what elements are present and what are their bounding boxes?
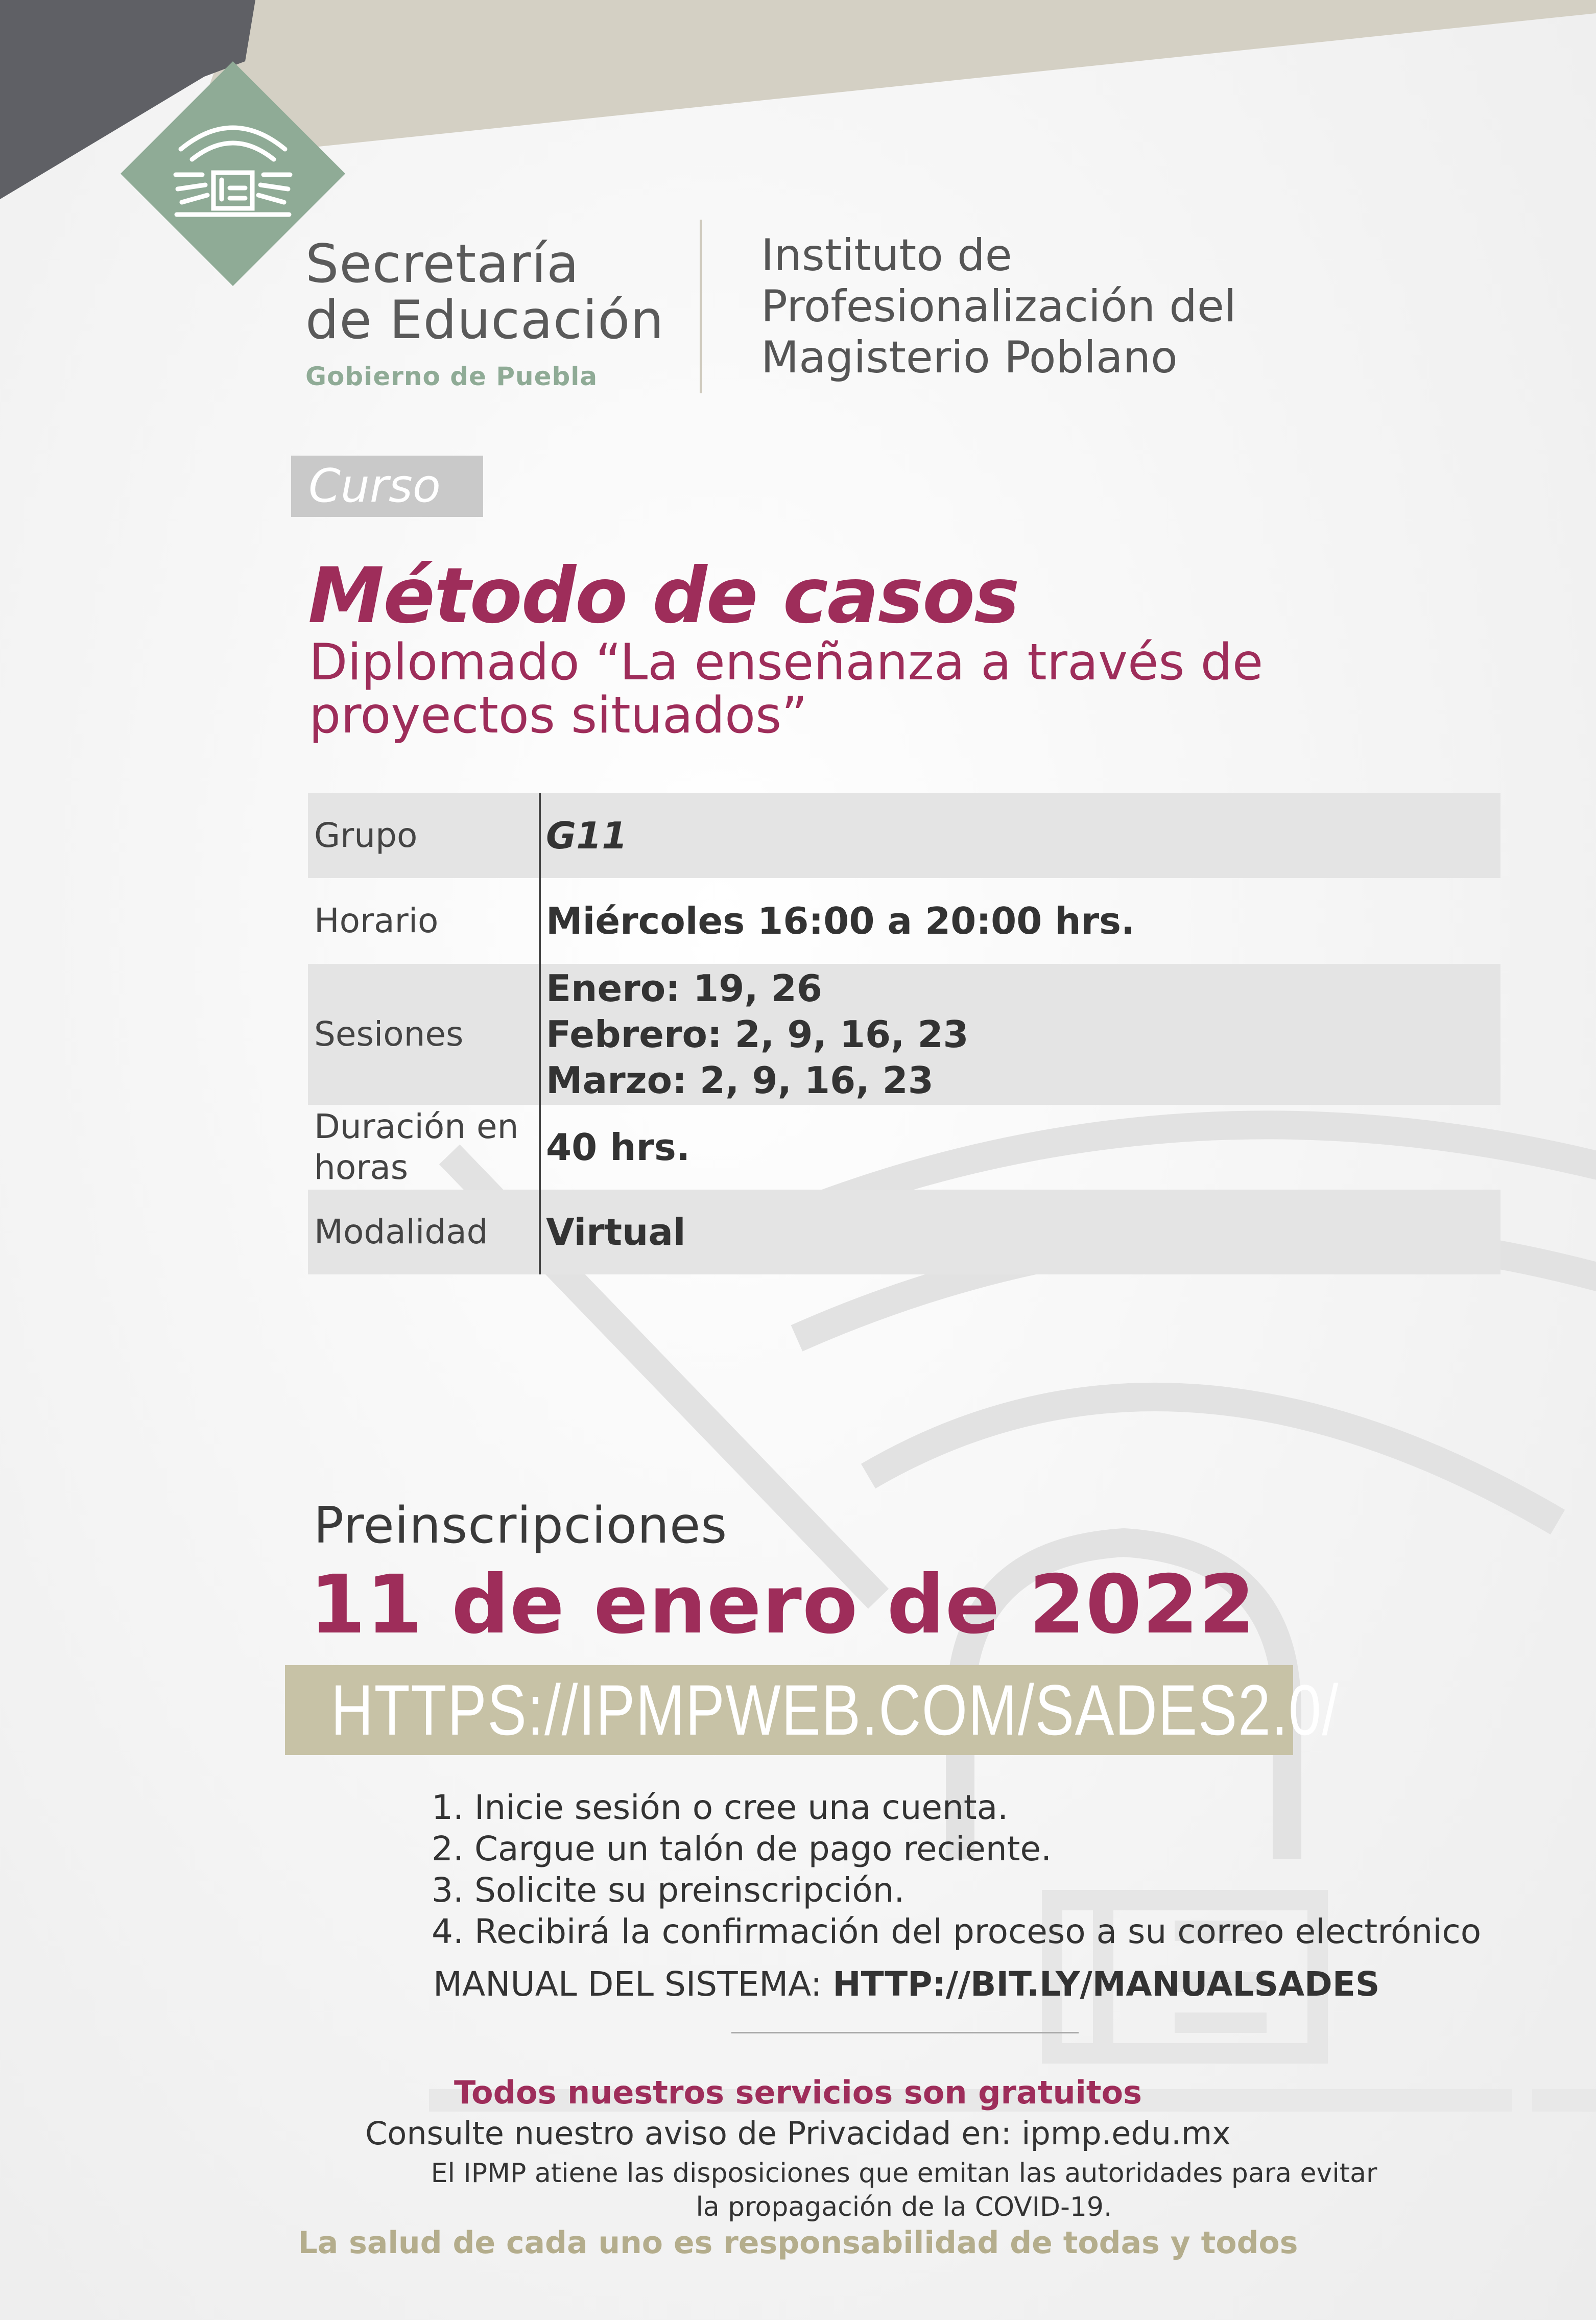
manual-label: MANUAL DEL SISTEMA: bbox=[433, 1964, 822, 2004]
row-label: Duración en horas bbox=[314, 1107, 519, 1187]
registration-url-link[interactable] bbox=[285, 1665, 1339, 1755]
row-label: Sesiones bbox=[314, 1014, 464, 1054]
brand-divider bbox=[700, 220, 702, 393]
course-details-table bbox=[308, 793, 1500, 1274]
table-row-grupo bbox=[308, 793, 1500, 878]
org-name-line1: Secretaría bbox=[305, 233, 580, 295]
table-column-divider bbox=[539, 793, 541, 1274]
table-row-sesiones bbox=[308, 964, 1500, 1105]
schedule-value: Miércoles 16:00 a 20:00 hrs. bbox=[546, 899, 1135, 942]
course-subtitle: Diplomado “La enseñanza a través de proyectos situados” bbox=[309, 633, 1264, 745]
row-label: Horario bbox=[314, 901, 439, 940]
secretaria-brand bbox=[305, 233, 664, 391]
gov-label: Gobierno de Puebla bbox=[305, 362, 598, 391]
sessions-february: Febrero: 2, 9, 16, 23 bbox=[546, 1013, 969, 1056]
course-type-tag: Curso bbox=[291, 456, 483, 517]
course-title: Método de casos bbox=[308, 552, 1019, 641]
privacy-note: Consulte nuestro aviso de Privacidad en: ipmp.edu.mx bbox=[365, 2115, 1231, 2152]
manual-line bbox=[433, 1961, 1379, 2007]
preregistration-label: Preinscripciones bbox=[314, 1497, 728, 1555]
step-item: 2. Cargue un talón de pago reciente. bbox=[432, 1829, 1052, 1868]
registration-url[interactable]: HTTPS://IPMPWEB.COM/SADES2.0/ bbox=[331, 1670, 1339, 1750]
table-row-horario bbox=[308, 878, 1500, 964]
step-item: 4. Recibirá la confirmación del proceso a su correo electrónico bbox=[432, 1912, 1482, 1951]
institute-line3: Magisterio Poblano bbox=[761, 332, 1178, 383]
modality-value: Virtual bbox=[546, 1211, 686, 1253]
sessions-january: Enero: 19, 26 bbox=[546, 967, 822, 1010]
org-name-line2: de Educación bbox=[305, 290, 664, 351]
health-slogan: La salud de cada uno es responsabilidad de todas y todos bbox=[298, 2225, 1298, 2261]
preregistration-date: 11 de enero de 2022 bbox=[309, 1558, 1256, 1652]
table-row-modalidad bbox=[308, 1190, 1500, 1274]
sessions-value bbox=[539, 965, 1500, 1103]
covid-note: El IPMP atiene las disposiciones que emitan las autoridades para evitar la propagación de la COVID-19. bbox=[431, 2158, 1377, 2222]
footer-divider bbox=[731, 2032, 1079, 2033]
institute-brand bbox=[761, 230, 1236, 383]
row-label: Modalidad bbox=[314, 1212, 488, 1251]
table-row-duracion bbox=[308, 1105, 1500, 1190]
row-label: Grupo bbox=[314, 816, 418, 855]
registration-steps bbox=[432, 1787, 1481, 1952]
step-item: 3. Solicite su preinscripción. bbox=[432, 1871, 905, 1910]
step-item: 1. Inicie sesión o cree una cuenta. bbox=[432, 1788, 1009, 1827]
group-value: G11 bbox=[546, 814, 628, 857]
institute-line1: Instituto de bbox=[761, 230, 1012, 281]
duration-value: 40 hrs. bbox=[546, 1126, 690, 1169]
manual-url-link[interactable]: HTTP://BIT.LY/MANUALSADES bbox=[832, 1964, 1380, 2004]
sessions-march: Marzo: 2, 9, 16, 23 bbox=[546, 1059, 934, 1102]
free-services-note: Todos nuestros servicios son gratuitos bbox=[454, 2074, 1142, 2111]
institute-line2: Profesionalización del bbox=[761, 281, 1236, 332]
